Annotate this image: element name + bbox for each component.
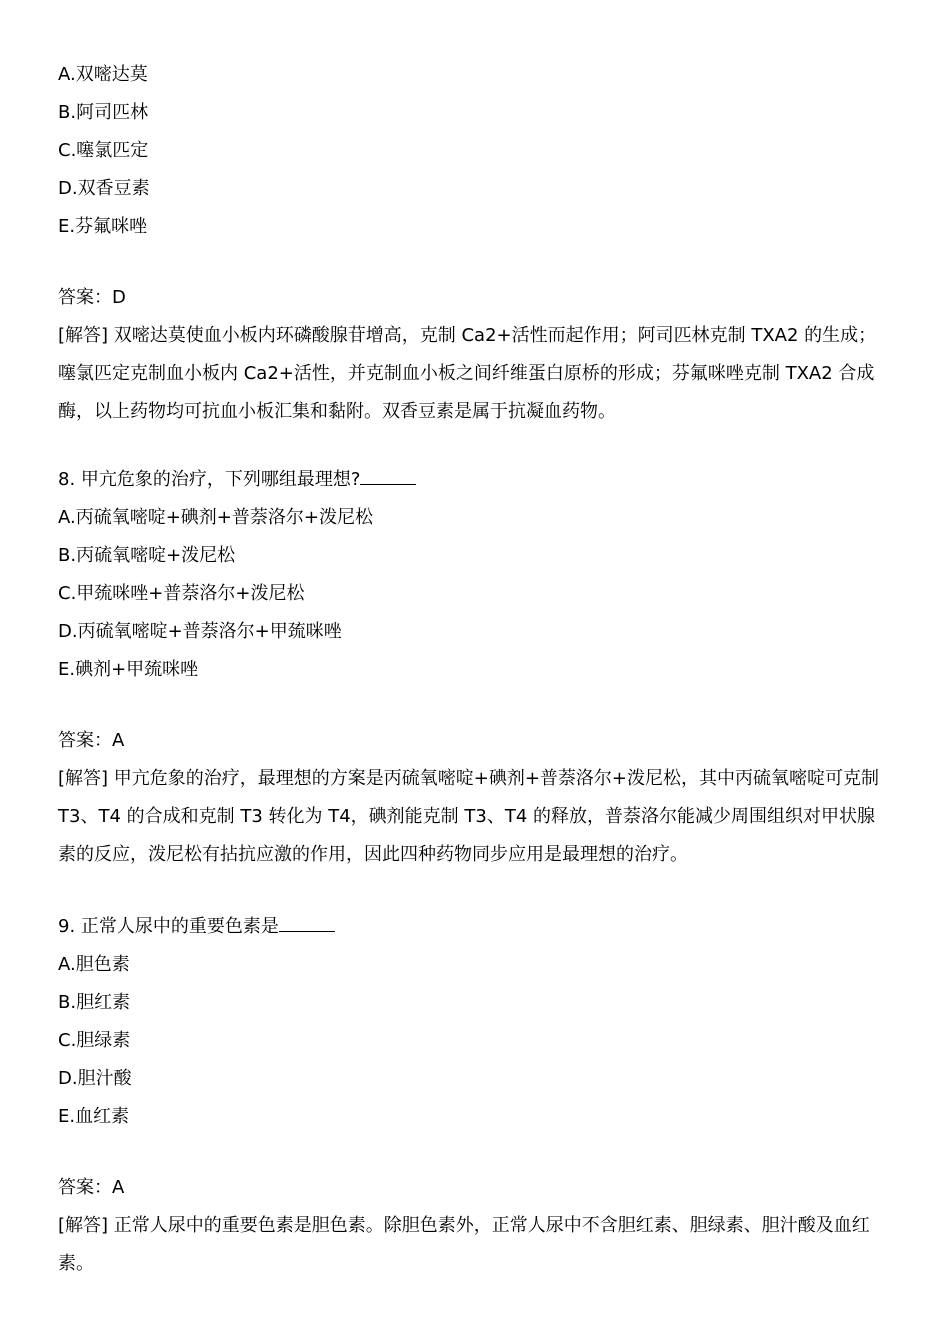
explanation: [解答] 双嘧达莫使血小板内环磷酸腺苷增高，克制 Ca2+活性而起作用；阿司匹林克制 TXA2 的生成；噻氯匹定克制血小板内 Ca2+活性，并克制血小板之间纤维蛋白原桥的形成；芬氟咪唑克制 TXA2 合成酶，以上药物均可抗血小板汇集和黏附。双香豆素是属于抗凝血药物。 [58,325,877,422]
option-d: D.胆汁酸 [58,1068,132,1089]
option-a: A.丙硫氧嘧啶+碘剂+普萘洛尔+泼尼松 [58,507,373,528]
explanation: [解答] 正常人尿中的重要色素是胆色素。除胆色素外，正常人尿中不含胆红素、胆绿素、胆汁酸及血红素。 [58,1215,870,1274]
answer-blank [360,464,416,485]
answer: 答案：D [58,287,126,308]
option-d: D.丙硫氧嘧啶+普萘洛尔+甲巯咪唑 [58,621,342,642]
spacer [58,246,888,279]
option-e: E.芬氟咪唑 [58,216,148,237]
option-c: C.甲巯咪唑+普萘洛尔+泼尼松 [58,583,305,604]
answer-blank [279,911,335,932]
question-block-7 [58,56,888,431]
explanation: [解答] 甲亢危象的治疗，最理想的方案是丙硫氧嘧啶+碘剂+普萘洛尔+泼尼松，其中丙硫氧嘧啶可克制 T3、T4 的合成和克制 T3 转化为 T4，碘剂能克制 T3、T4 的释放，普萘洛尔能减少周围组织对甲状腺素的反应，泼尼松有拈抗应激的作用，因此四种药物同步应用是最理想的治疗。 [58,768,880,865]
spacer [58,1136,888,1169]
option-b: B.丙硫氧嘧啶+泼尼松 [58,545,236,566]
option-a: A.胆色素 [58,954,130,975]
option-b: B.胆红素 [58,992,131,1013]
option-c: C.噻氯匹定 [58,140,149,161]
document-page [58,56,888,1274]
question-block-9 [58,908,888,1283]
question-text [58,908,888,946]
option-c: C.胆绿素 [58,1030,131,1051]
spacer [58,689,888,722]
option-b: B.阿司匹林 [58,102,149,123]
option-e: E.碘剂+甲巯咪唑 [58,659,199,680]
question-text [58,461,888,499]
answer: 答案：A [58,730,125,751]
question-block-8 [58,461,888,874]
question-prompt: 8. 甲亢危象的治疗，下列哪组最理想? [58,469,361,490]
question-prompt: 9. 正常人尿中的重要色素是 [58,916,279,937]
answer: 答案：A [58,1177,125,1198]
option-a: A.双嘧达莫 [58,64,148,85]
option-d: D.双香豆素 [58,178,150,199]
option-e: E.血红素 [58,1106,130,1127]
